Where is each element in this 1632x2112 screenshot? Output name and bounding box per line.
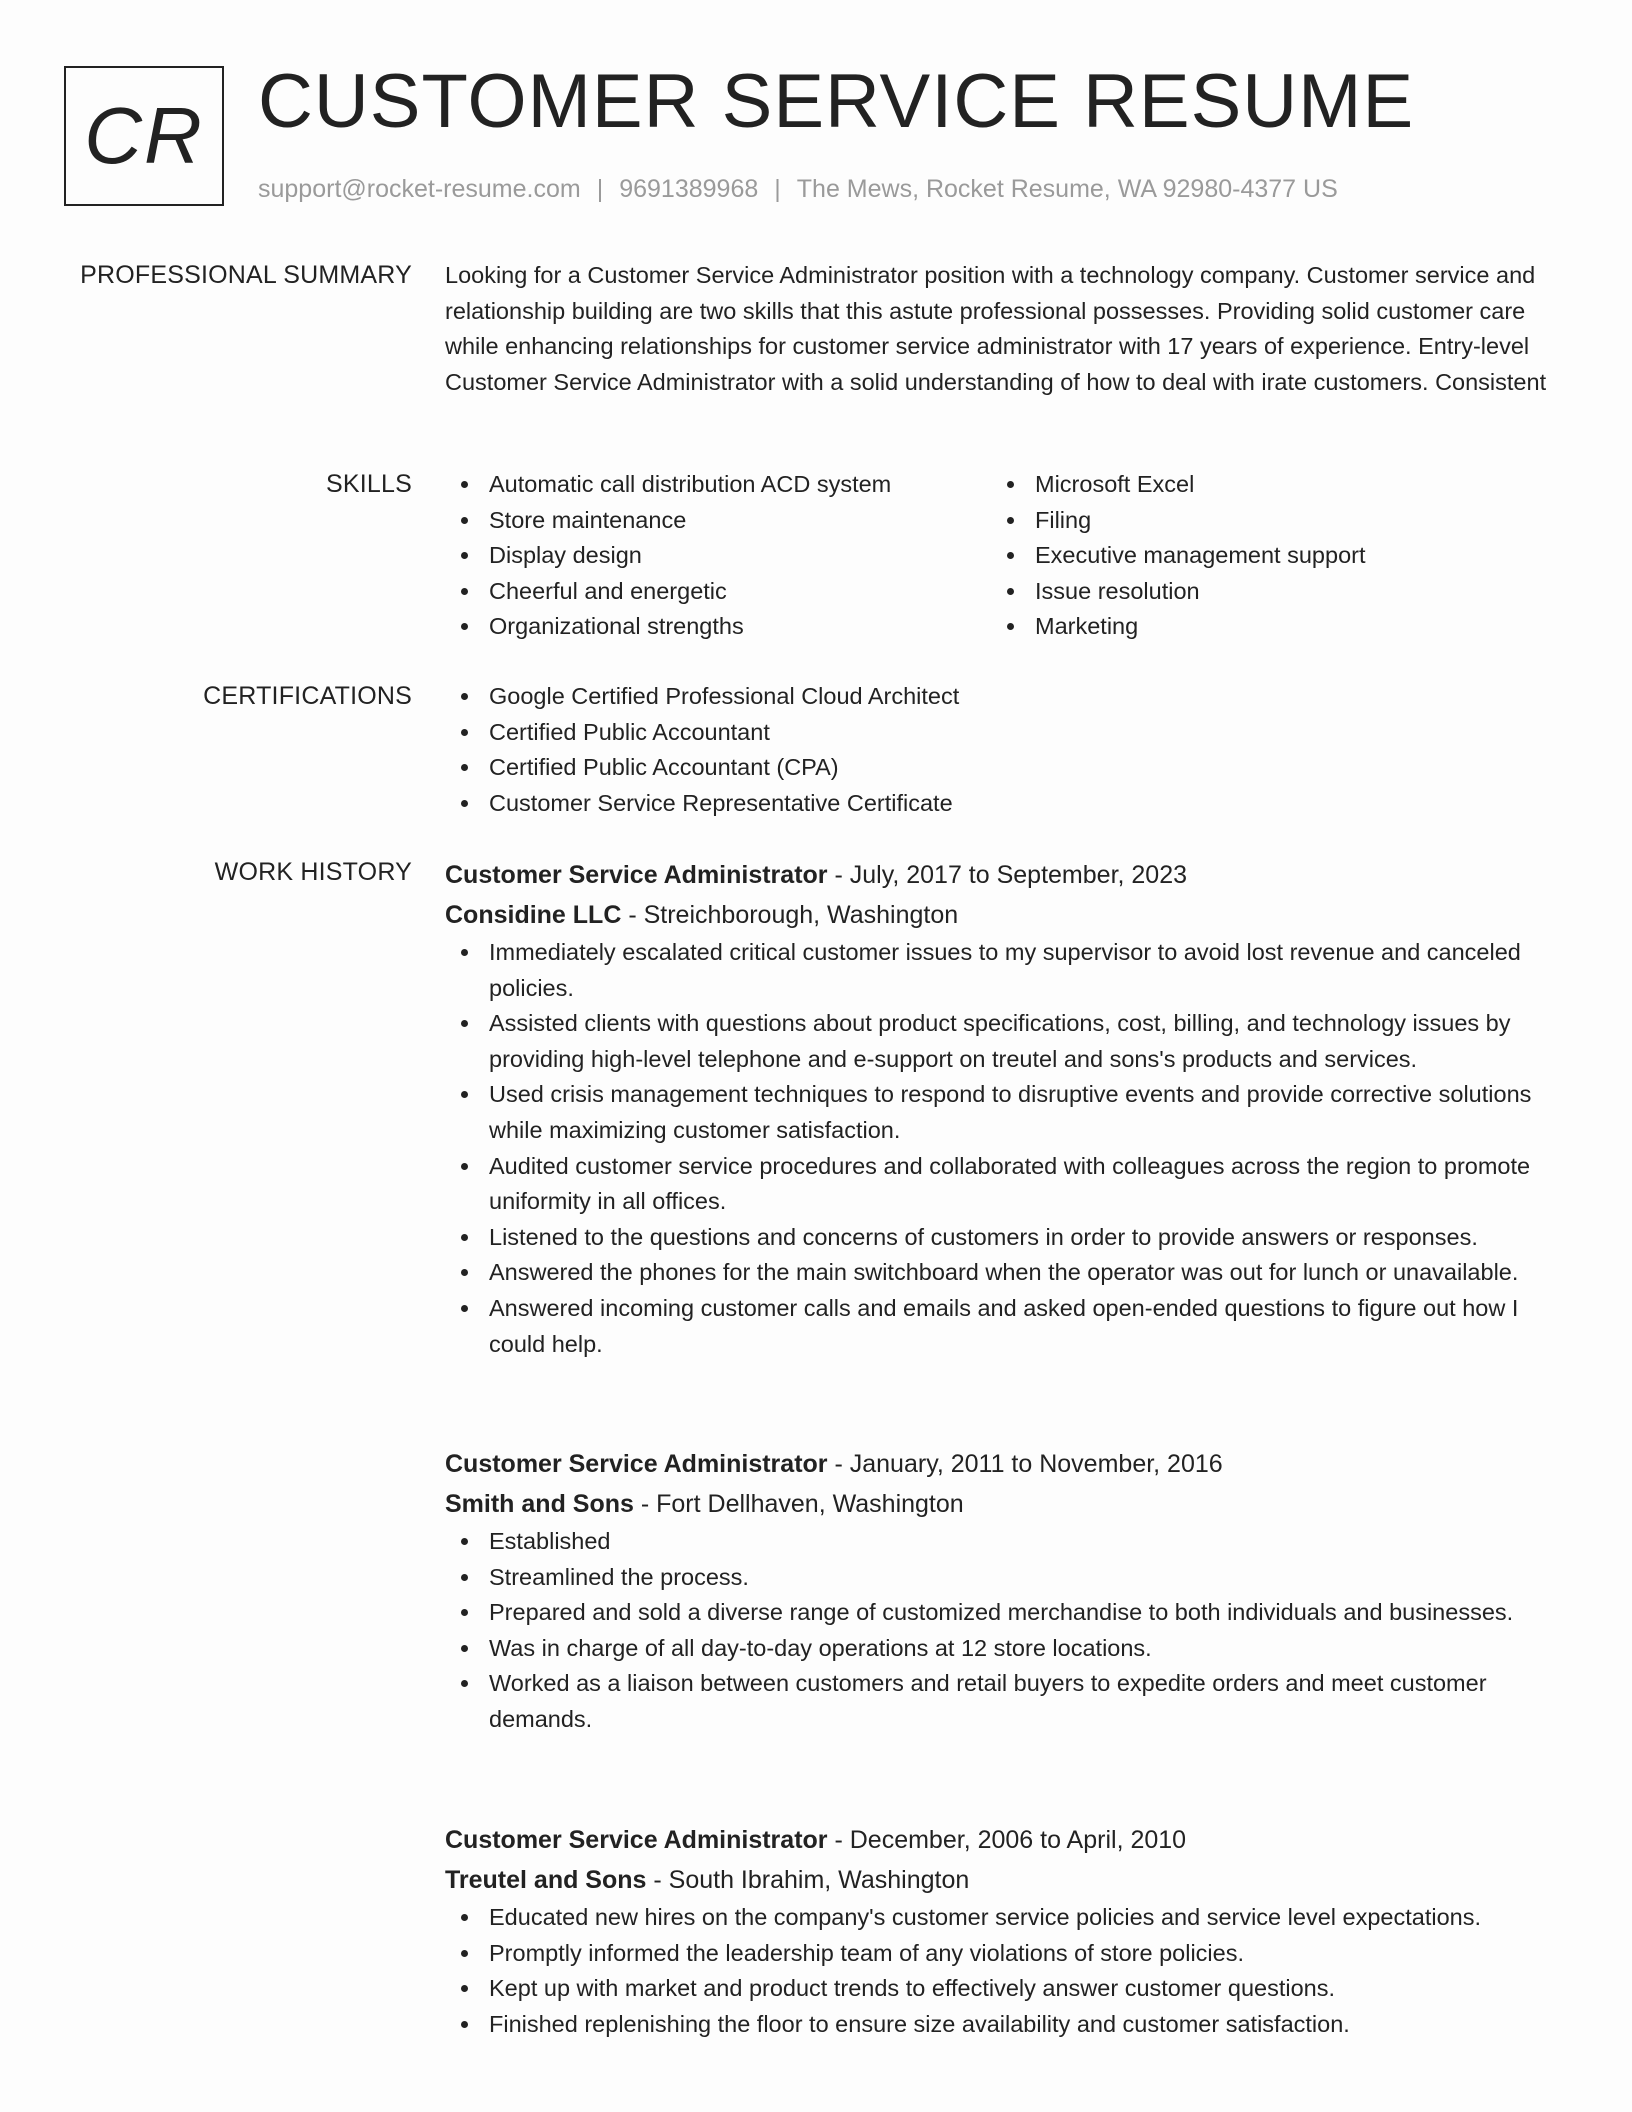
skill-item: Microsoft Excel bbox=[991, 467, 1366, 503]
skill-item: Store maintenance bbox=[445, 503, 891, 539]
summary-text: Looking for a Customer Service Administrator position with a technology company. Customer service and relationship building are two skills that this astute professional possesses. Providing solid customer care while enhancing relationships for customer service administrator with 17 years of experience. Entry-level Customer Service Administrator with a solid understanding of how to deal with irate customers. Consistent bbox=[445, 262, 1547, 395]
job-bullets bbox=[445, 1524, 1560, 1738]
skill-item: Cheerful and energetic bbox=[445, 574, 891, 610]
job-company: Smith and Sons bbox=[445, 1490, 634, 1518]
address-text: The Mews, Rocket Resume, WA 92980-4377 US bbox=[796, 175, 1338, 203]
job-bullet: Answered incoming customer calls and emails and asked open-ended questions to figure out how I could help. bbox=[445, 1291, 1560, 1362]
job-bullet: Prepared and sold a diverse range of customized merchandise to both individuals and businesses. bbox=[445, 1595, 1560, 1631]
job-dates: - January, 2011 to November, 2016 bbox=[827, 1450, 1223, 1478]
phone-text: 9691389968 bbox=[619, 175, 759, 203]
skills-list-left bbox=[445, 467, 891, 645]
job-entry bbox=[445, 1820, 1560, 2042]
skill-item: Organizational strengths bbox=[445, 609, 891, 645]
section-label-skills: SKILLS bbox=[326, 470, 412, 498]
certification-item: Customer Service Representative Certificate bbox=[445, 786, 1560, 822]
job-title-line bbox=[445, 1820, 1560, 1860]
job-location: - Fort Dellhaven, Washington bbox=[633, 1490, 964, 1518]
job-bullet: Assisted clients with questions about product specifications, cost, billing, and technology issues by providing high-level telephone and e-support on treutel and sons's products and services. bbox=[445, 1006, 1560, 1077]
job-title-line bbox=[445, 855, 1560, 895]
job-bullet: Established bbox=[445, 1524, 1560, 1560]
job-bullet: Educated new hires on the company's customer service policies and service level expectations. bbox=[445, 1900, 1560, 1936]
job-bullet: Used crisis management techniques to respond to disruptive events and provide corrective solutions while maximizing customer satisfaction. bbox=[445, 1077, 1560, 1148]
job-company-line bbox=[445, 1484, 1560, 1524]
job-bullet: Immediately escalated critical customer issues to my supervisor to avoid lost revenue and canceled policies. bbox=[445, 935, 1560, 1006]
skill-item: Display design bbox=[445, 538, 891, 574]
job-bullet: Answered the phones for the main switchboard when the operator was out for lunch or unavailable. bbox=[445, 1255, 1560, 1291]
job-bullet: Finished replenishing the floor to ensure size availability and customer satisfaction. bbox=[445, 2007, 1560, 2043]
skill-item: Automatic call distribution ACD system bbox=[445, 467, 891, 503]
job-location: - South Ibrahim, Washington bbox=[646, 1866, 970, 1894]
section-label-work-history: WORK HISTORY bbox=[214, 858, 412, 886]
job-company-line bbox=[445, 895, 1560, 935]
job-entry bbox=[445, 855, 1560, 1362]
monogram-logo: CR bbox=[64, 66, 224, 206]
job-dates: - December, 2006 to April, 2010 bbox=[827, 1826, 1187, 1854]
skills-list-right bbox=[991, 467, 1366, 645]
job-company: Treutel and Sons bbox=[445, 1866, 647, 1894]
job-bullet: Promptly informed the leadership team of any violations of store policies. bbox=[445, 1936, 1560, 1972]
job-title: Customer Service Administrator bbox=[445, 861, 828, 889]
job-bullet: Audited customer service procedures and collaborated with colleagues across the region to promote uniformity in all offices. bbox=[445, 1149, 1560, 1220]
job-bullet: Streamlined the process. bbox=[445, 1560, 1560, 1596]
job-title-line bbox=[445, 1444, 1560, 1484]
contact-line bbox=[258, 172, 1338, 206]
certification-item: Certified Public Accountant bbox=[445, 715, 1560, 751]
contact-separator: | bbox=[596, 175, 604, 203]
job-bullet: Was in charge of all day-to-day operations at 12 store locations. bbox=[445, 1631, 1560, 1667]
job-bullets bbox=[445, 1900, 1560, 2042]
section-label-summary: PROFESSIONAL SUMMARY bbox=[80, 261, 412, 289]
certification-item: Google Certified Professional Cloud Architect bbox=[445, 679, 1560, 715]
job-entry bbox=[445, 1444, 1560, 1738]
skill-item: Filing bbox=[991, 503, 1366, 539]
skill-item: Issue resolution bbox=[991, 574, 1366, 610]
job-dates: - July, 2017 to September, 2023 bbox=[827, 861, 1188, 889]
section-label-certifications: CERTIFICATIONS bbox=[203, 682, 412, 710]
skill-item: Marketing bbox=[991, 609, 1366, 645]
job-company-line bbox=[445, 1860, 1560, 1900]
email-text: support@rocket-resume.com bbox=[258, 175, 581, 203]
job-location: - Streichborough, Washington bbox=[621, 901, 959, 929]
job-title: Customer Service Administrator bbox=[445, 1826, 828, 1854]
job-title: Customer Service Administrator bbox=[445, 1450, 828, 1478]
job-company: Considine LLC bbox=[445, 901, 622, 929]
job-bullet: Worked as a liaison between customers and retail buyers to expedite orders and meet customer demands. bbox=[445, 1666, 1560, 1737]
job-bullets bbox=[445, 935, 1560, 1362]
contact-separator: | bbox=[774, 175, 781, 203]
job-bullet: Listened to the questions and concerns of customers in order to provide answers or responses. bbox=[445, 1220, 1560, 1256]
certification-item: Certified Public Accountant (CPA) bbox=[445, 750, 1560, 786]
skill-item: Executive management support bbox=[991, 538, 1366, 574]
certifications-list bbox=[445, 679, 1560, 821]
resume-title: CUSTOMER SERVICE RESUME bbox=[258, 59, 1415, 144]
job-bullet: Kept up with market and product trends to effectively answer customer questions. bbox=[445, 1971, 1560, 2007]
